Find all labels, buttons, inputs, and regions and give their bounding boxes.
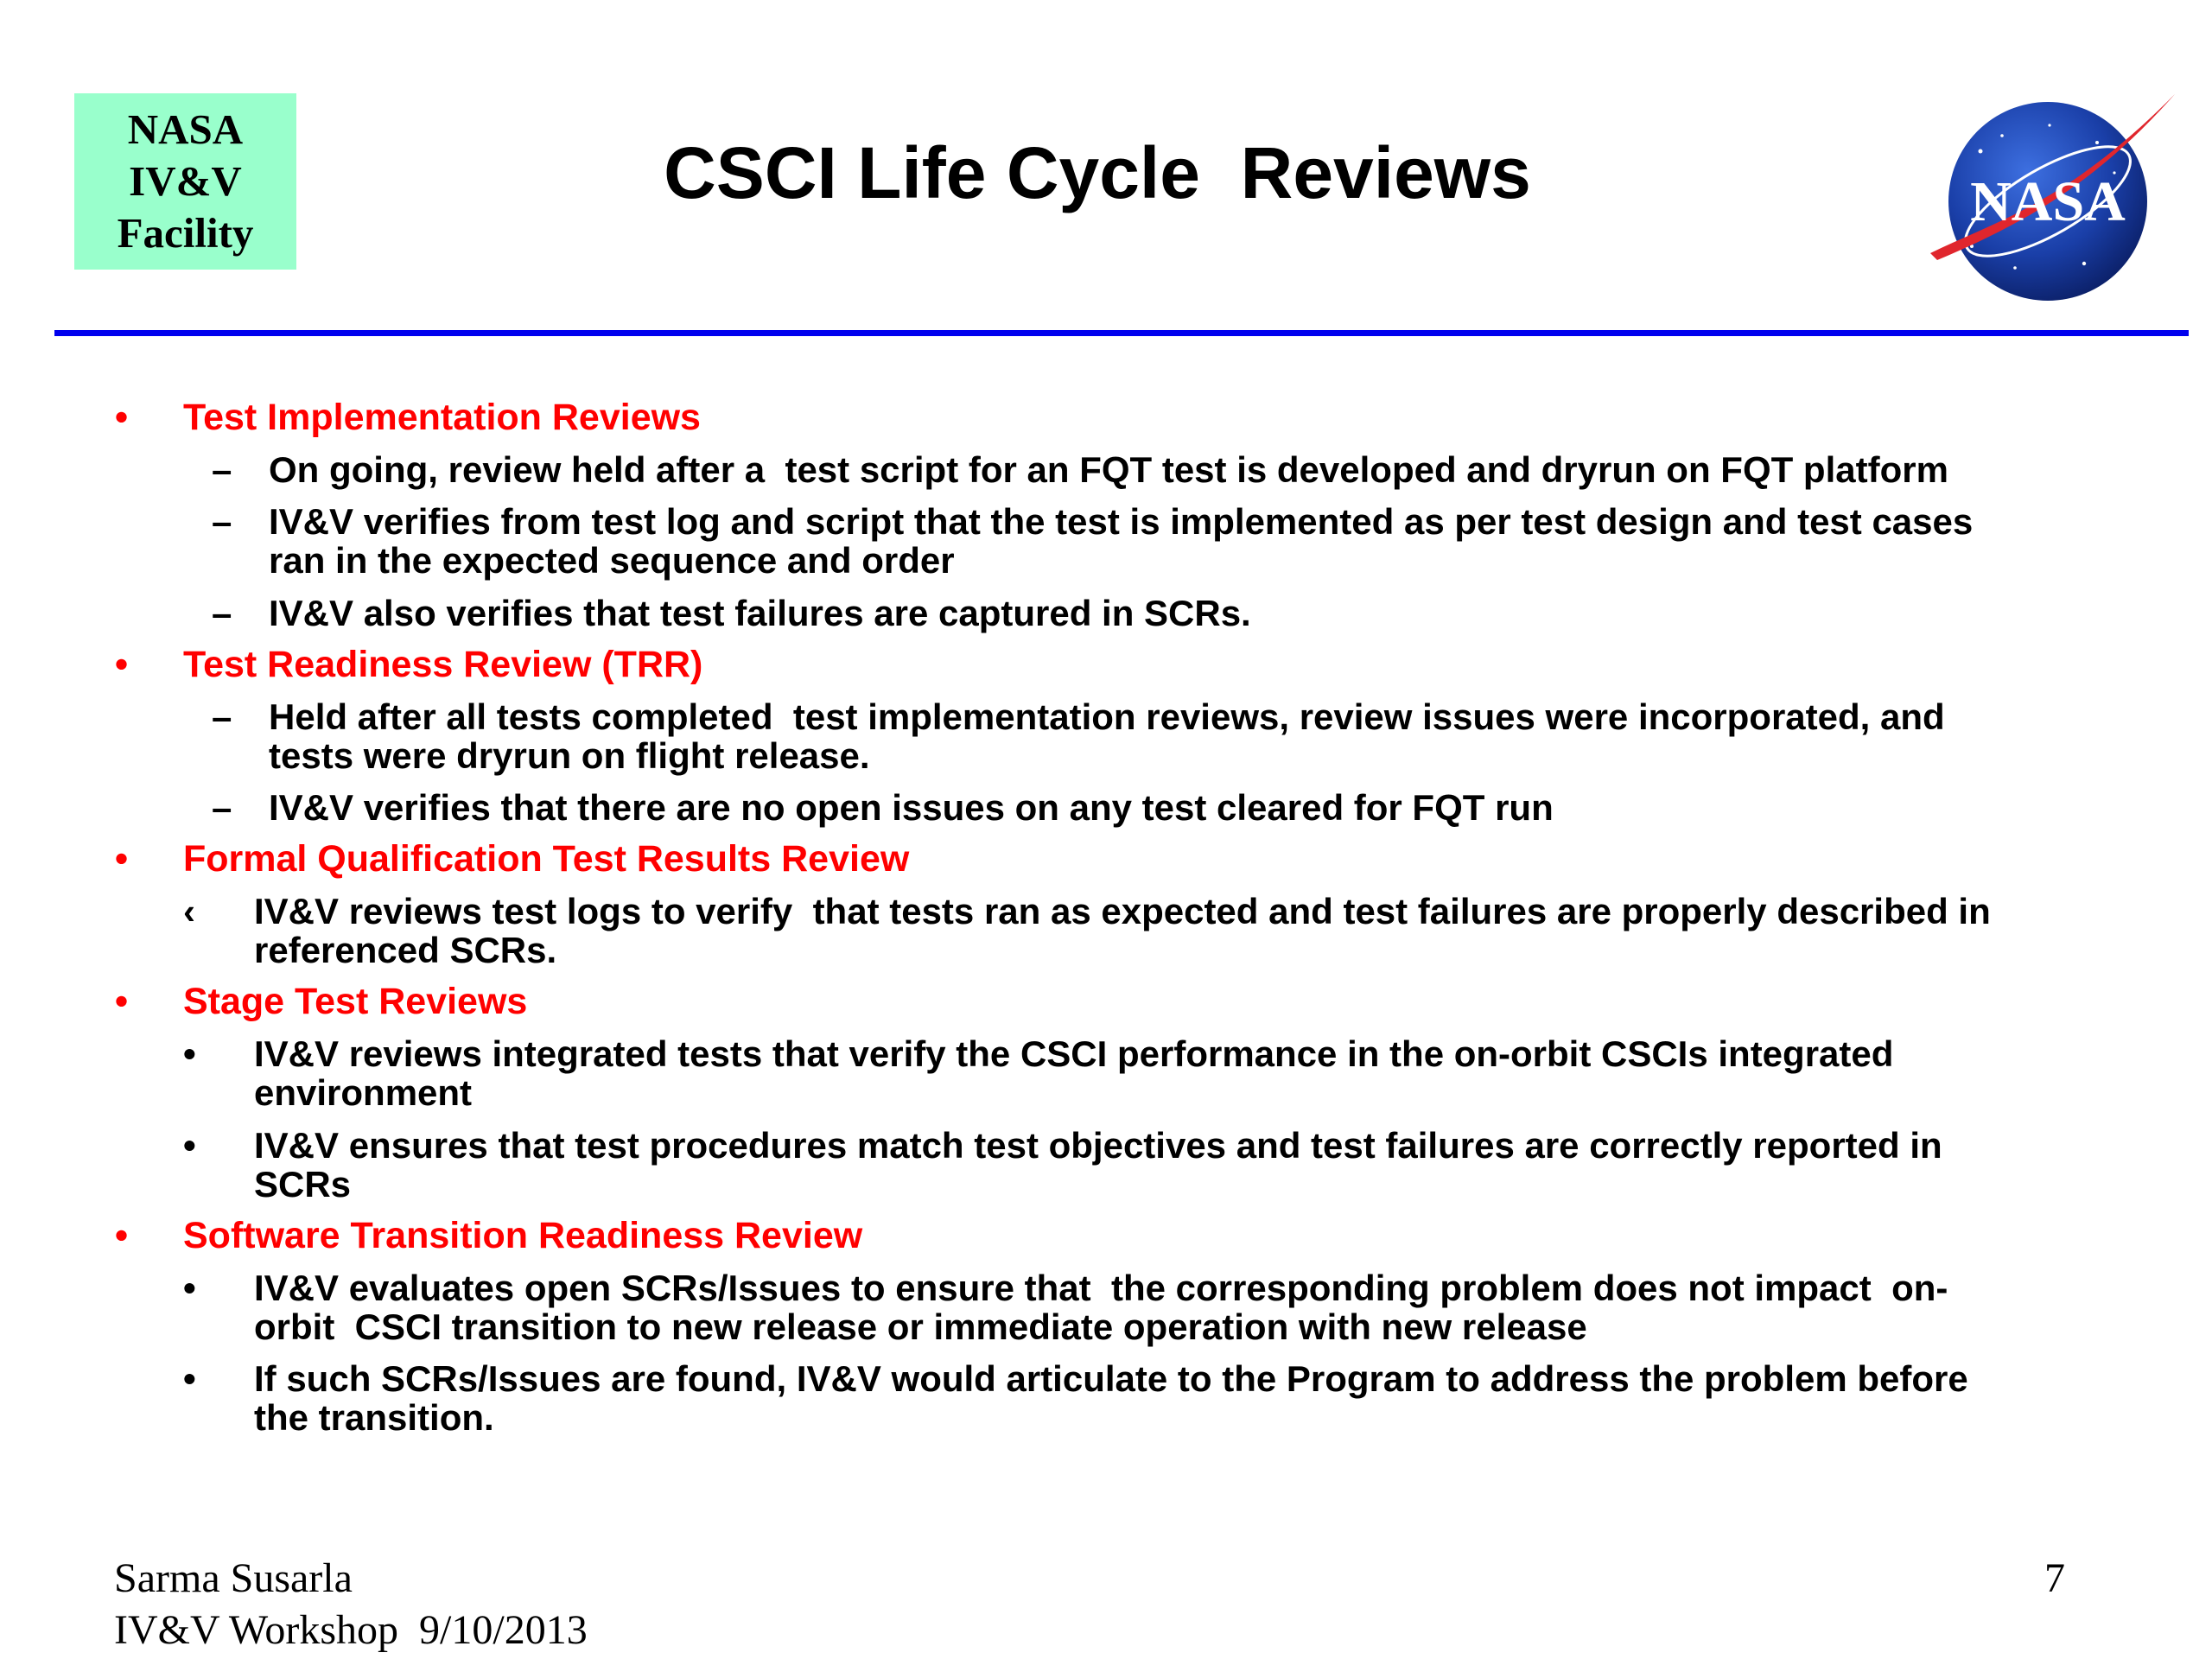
item-marker: • [183,1125,196,1166]
list-item-text-continued: environment [254,1072,473,1113]
section-bullet: • [115,397,129,438]
footer [114,1553,588,1656]
section-bullet: • [115,981,129,1022]
list-item-text-continued: the transition. [254,1397,494,1438]
list-item-text: IV&V reviews integrated tests that verify the CSCI performance in the on-orbit CSCIs integrated [254,1033,1894,1074]
section-heading: Test Implementation Reviews [183,397,701,438]
item-marker: • [183,1033,196,1074]
list-item-text: IV&V verifies that there are no open issues on any test cleared for FQT run [269,787,1554,828]
section-heading: Stage Test Reviews [183,981,528,1022]
section-bullet: • [115,644,129,685]
list-item-text: On going, review held after a test script for an FQT test is developed and dryrun on FQT platform [269,449,1948,490]
list-item-text-continued: referenced SCRs. [254,930,557,970]
item-marker: – [212,593,232,633]
facility-line-1: NASA [127,105,244,153]
list-item-text: IV&V evaluates open SCRs/Issues to ensure that the corresponding problem does not impact on- [254,1268,1948,1308]
section-heading: Test Readiness Review (TRR) [183,644,703,685]
item-marker: • [183,1268,196,1308]
list-item-text-continued: SCRs [254,1164,352,1205]
section-heading: Software Transition Readiness Review [183,1215,863,1256]
item-marker: • [183,1358,196,1399]
item-marker: – [212,501,232,542]
nasa-logo-text: NASA [1970,170,2126,233]
page-number: 7 [2044,1555,2065,1601]
section-bullet: • [115,1215,129,1256]
list-item-text: Held after all tests completed test implementation reviews, review issues were incorporated, and [269,696,1945,737]
list-item-text: IV&V ensures that test procedures match test objectives and test failures are correctly reported in [254,1125,1942,1166]
slide-title: CSCI Life Cycle Reviews [664,132,1531,213]
list-item-text: IV&V verifies from test log and script that the test is implemented as per test design and test cases [269,501,1974,542]
item-marker: – [212,696,232,737]
list-item-text-continued: ran in the expected sequence and order [269,540,955,581]
list-item-text: IV&V also verifies that test failures are captured in SCRs. [269,593,1251,633]
list-item-text: If such SCRs/Issues are found, IV&V would articulate to the Program to address the problem before [254,1358,1968,1399]
list-item-text-continued: orbit CSCI transition to new release or immediate operation with new release [254,1306,1587,1347]
list-item-text: IV&V reviews test logs to verify that tests ran as expected and test failures are properly described in [254,891,1991,931]
item-marker: – [212,787,232,828]
list-item-text-continued: tests were dryrun on flight release. [269,735,870,776]
facility-line-2: IV&V [129,157,242,205]
item-marker: ‹ [183,891,195,931]
item-marker: – [212,449,232,490]
facility-line-3: Facility [117,209,254,257]
section-bullet: • [115,838,129,880]
footer-event: IV&V Workshop 9/10/2013 [114,1607,588,1653]
section-heading: Formal Qualification Test Results Review [183,838,910,880]
footer-author: Sarma Susarla [114,1555,353,1601]
